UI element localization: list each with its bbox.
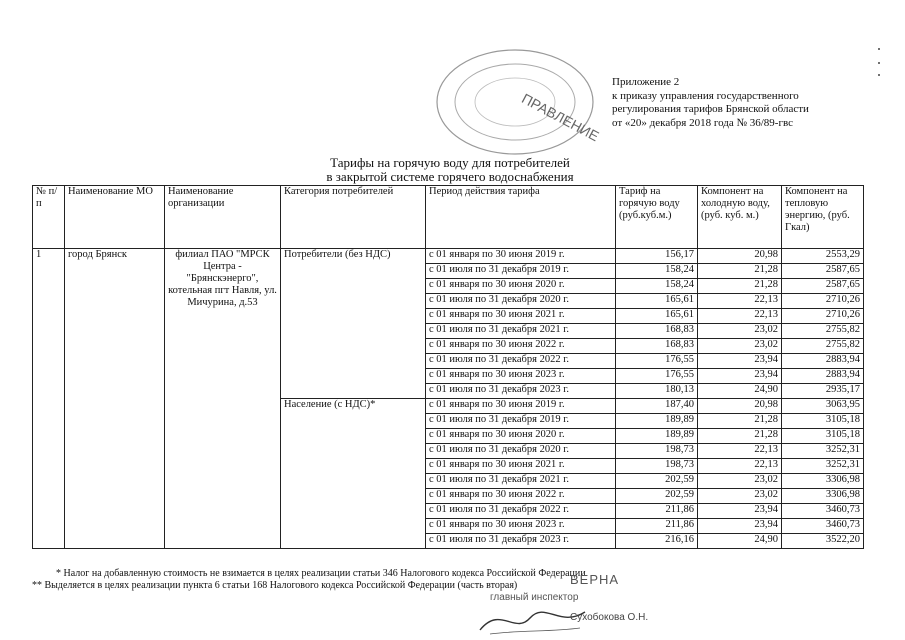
- cell-tariff: 198,73: [616, 444, 698, 459]
- cell-cold-water: 23,94: [698, 369, 782, 384]
- cell-tariff: 176,55: [616, 369, 698, 384]
- document-title-line-1: Тарифы на горячую воду для потребителей: [330, 155, 570, 170]
- cell-tariff: 211,86: [616, 519, 698, 534]
- cell-tariff: 168,83: [616, 324, 698, 339]
- cell-period: с 01 июля по 31 декабря 2020 г.: [426, 444, 616, 459]
- cell-period: с 01 января по 30 июня 2022 г.: [426, 489, 616, 504]
- certification-block: [470, 570, 660, 640]
- cell-cold-water: 23,02: [698, 474, 782, 489]
- header-period: Период действия тарифа: [426, 186, 616, 249]
- cell-heat: 3252,31: [782, 444, 864, 459]
- cell-heat: 2710,26: [782, 294, 864, 309]
- cell-period: с 01 января по 30 июня 2021 г.: [426, 459, 616, 474]
- cell-category: Население (с НДС)*: [281, 399, 426, 549]
- tariff-table: [32, 185, 864, 549]
- cell-heat: 2553,29: [782, 249, 864, 264]
- cell-cold-water: 23,02: [698, 324, 782, 339]
- cell-cold-water: 22,13: [698, 444, 782, 459]
- cell-heat: 3306,98: [782, 489, 864, 504]
- cell-heat: 3460,73: [782, 519, 864, 534]
- cell-period: с 01 июля по 31 декабря 2021 г.: [426, 324, 616, 339]
- cell-period: с 01 января по 30 июня 2019 г.: [426, 399, 616, 414]
- cell-tariff: 165,61: [616, 294, 698, 309]
- cell-tariff: 189,89: [616, 429, 698, 444]
- cell-period: с 01 июля по 31 декабря 2022 г.: [426, 504, 616, 519]
- cell-period: с 01 июля по 31 декабря 2023 г.: [426, 384, 616, 399]
- cell-heat: 3460,73: [782, 504, 864, 519]
- footnote-1: * Налог на добавленную стоимость не взимается в целях реализации статьи 346 Налогового кодекса Российской Федерации: [56, 568, 586, 579]
- verna-stamp: ВЕРНА: [570, 572, 620, 587]
- header-heat: Компонент на тепловую энергию, (руб. Гкал): [782, 186, 864, 249]
- cell-period: с 01 января по 30 июня 2023 г.: [426, 369, 616, 384]
- cell-cold-water: 24,90: [698, 384, 782, 399]
- cell-period: с 01 июля по 31 декабря 2020 г.: [426, 294, 616, 309]
- cell-tariff: 158,24: [616, 264, 698, 279]
- header-cold-water: Компонент на холодную воду, (руб. куб. м.): [698, 186, 782, 249]
- cell-category: Потребители (без НДС): [281, 249, 426, 399]
- cell-tariff: 211,86: [616, 504, 698, 519]
- cell-cold-water: 20,98: [698, 399, 782, 414]
- cell-heat: 2710,26: [782, 309, 864, 324]
- cell-period: с 01 июля по 31 декабря 2019 г.: [426, 264, 616, 279]
- cell-tariff: 158,24: [616, 279, 698, 294]
- cell-heat: 3306,98: [782, 474, 864, 489]
- cell-cold-water: 23,02: [698, 489, 782, 504]
- cell-cold-water: 23,94: [698, 519, 782, 534]
- cell-tariff: 202,59: [616, 474, 698, 489]
- cell-period: с 01 января по 30 июня 2020 г.: [426, 279, 616, 294]
- cell-cold-water: 21,28: [698, 429, 782, 444]
- cell-heat: 3105,18: [782, 429, 864, 444]
- cell-heat: 3522,20: [782, 534, 864, 549]
- cell-period: с 01 января по 30 июня 2022 г.: [426, 339, 616, 354]
- cell-tariff: 187,40: [616, 399, 698, 414]
- appendix-line-1: Приложение 2: [612, 76, 680, 88]
- header-category: Категория потребителей: [281, 186, 426, 249]
- cell-heat: 2587,65: [782, 279, 864, 294]
- cell-period: с 01 июля по 31 декабря 2022 г.: [426, 354, 616, 369]
- table-header-row: [33, 186, 864, 249]
- cell-period: с 01 января по 30 июня 2023 г.: [426, 519, 616, 534]
- cell-heat: 3105,18: [782, 414, 864, 429]
- margin-marks: [876, 45, 882, 85]
- cell-tariff: 180,13: [616, 384, 698, 399]
- stamp-text: ПРАВЛЕНИЕ: [519, 90, 602, 145]
- cell-period: с 01 января по 30 июня 2020 г.: [426, 429, 616, 444]
- cell-cold-water: 23,94: [698, 354, 782, 369]
- cell-heat: 2935,17: [782, 384, 864, 399]
- signer-name: Сухобокова О.Н.: [570, 612, 649, 623]
- cell-tariff: 168,83: [616, 339, 698, 354]
- cell-heat: 2755,82: [782, 324, 864, 339]
- appendix-line-2: к приказу управления государственного: [612, 89, 799, 102]
- cell-heat: 2587,65: [782, 264, 864, 279]
- header-mo: Наименование МО: [65, 186, 165, 249]
- cell-heat: 2755,82: [782, 339, 864, 354]
- cell-tariff: 216,16: [616, 534, 698, 549]
- cell-cold-water: 23,02: [698, 339, 782, 354]
- table-row: [33, 249, 864, 264]
- cell-cold-water: 24,90: [698, 534, 782, 549]
- cell-mo: город Брянск: [65, 249, 165, 549]
- footnote-2: ** Выделяется в целях реализации пункта 6 статьи 168 Налогового кодекса Российской Федерации (часть вторая): [32, 580, 518, 591]
- header-num: № п/п: [33, 186, 65, 249]
- cell-tariff: 165,61: [616, 309, 698, 324]
- cell-cold-water: 20,98: [698, 249, 782, 264]
- official-stamp: [420, 40, 610, 160]
- cell-cold-water: 21,28: [698, 279, 782, 294]
- cell-period: с 01 июля по 31 декабря 2021 г.: [426, 474, 616, 489]
- cell-cold-water: 22,13: [698, 459, 782, 474]
- cell-heat: 3063,95: [782, 399, 864, 414]
- cell-tariff: 202,59: [616, 489, 698, 504]
- cell-tariff: 189,89: [616, 414, 698, 429]
- cell-cold-water: 22,13: [698, 294, 782, 309]
- cell-cold-water: 22,13: [698, 309, 782, 324]
- cell-period: с 01 января по 30 июня 2021 г.: [426, 309, 616, 324]
- appendix-line-3: регулирования тарифов Брянской области: [612, 103, 809, 115]
- cell-period: с 01 июля по 31 декабря 2023 г.: [426, 534, 616, 549]
- cell-organization: филиал ПАО "МРСК Центра - "Брянскэнерго", котельная пгт Навля, ул. Мичурина, д.53: [165, 249, 281, 549]
- header-org: Наименование организации: [165, 186, 281, 249]
- cell-tariff: 198,73: [616, 459, 698, 474]
- header-tariff: Тариф на горячую воду (руб.куб.м.): [616, 186, 698, 249]
- cell-cold-water: 23,94: [698, 504, 782, 519]
- cell-heat: 2883,94: [782, 369, 864, 384]
- document-title-line-2: в закрытой системе горячего водоснабжения: [326, 169, 574, 184]
- cell-tariff: 176,55: [616, 354, 698, 369]
- cell-cold-water: 21,28: [698, 414, 782, 429]
- signer-role: главный инспектор: [490, 592, 579, 603]
- cell-heat: 3252,31: [782, 459, 864, 474]
- cell-num: 1: [33, 249, 65, 549]
- cell-tariff: 156,17: [616, 249, 698, 264]
- cell-period: с 01 января по 30 июня 2019 г.: [426, 249, 616, 264]
- cell-cold-water: 21,28: [698, 264, 782, 279]
- cell-period: с 01 июля по 31 декабря 2019 г.: [426, 414, 616, 429]
- appendix-header: [612, 76, 902, 130]
- cell-heat: 2883,94: [782, 354, 864, 369]
- appendix-line-4: от «20» декабря 2018 года № 36/89-гвс: [612, 116, 793, 129]
